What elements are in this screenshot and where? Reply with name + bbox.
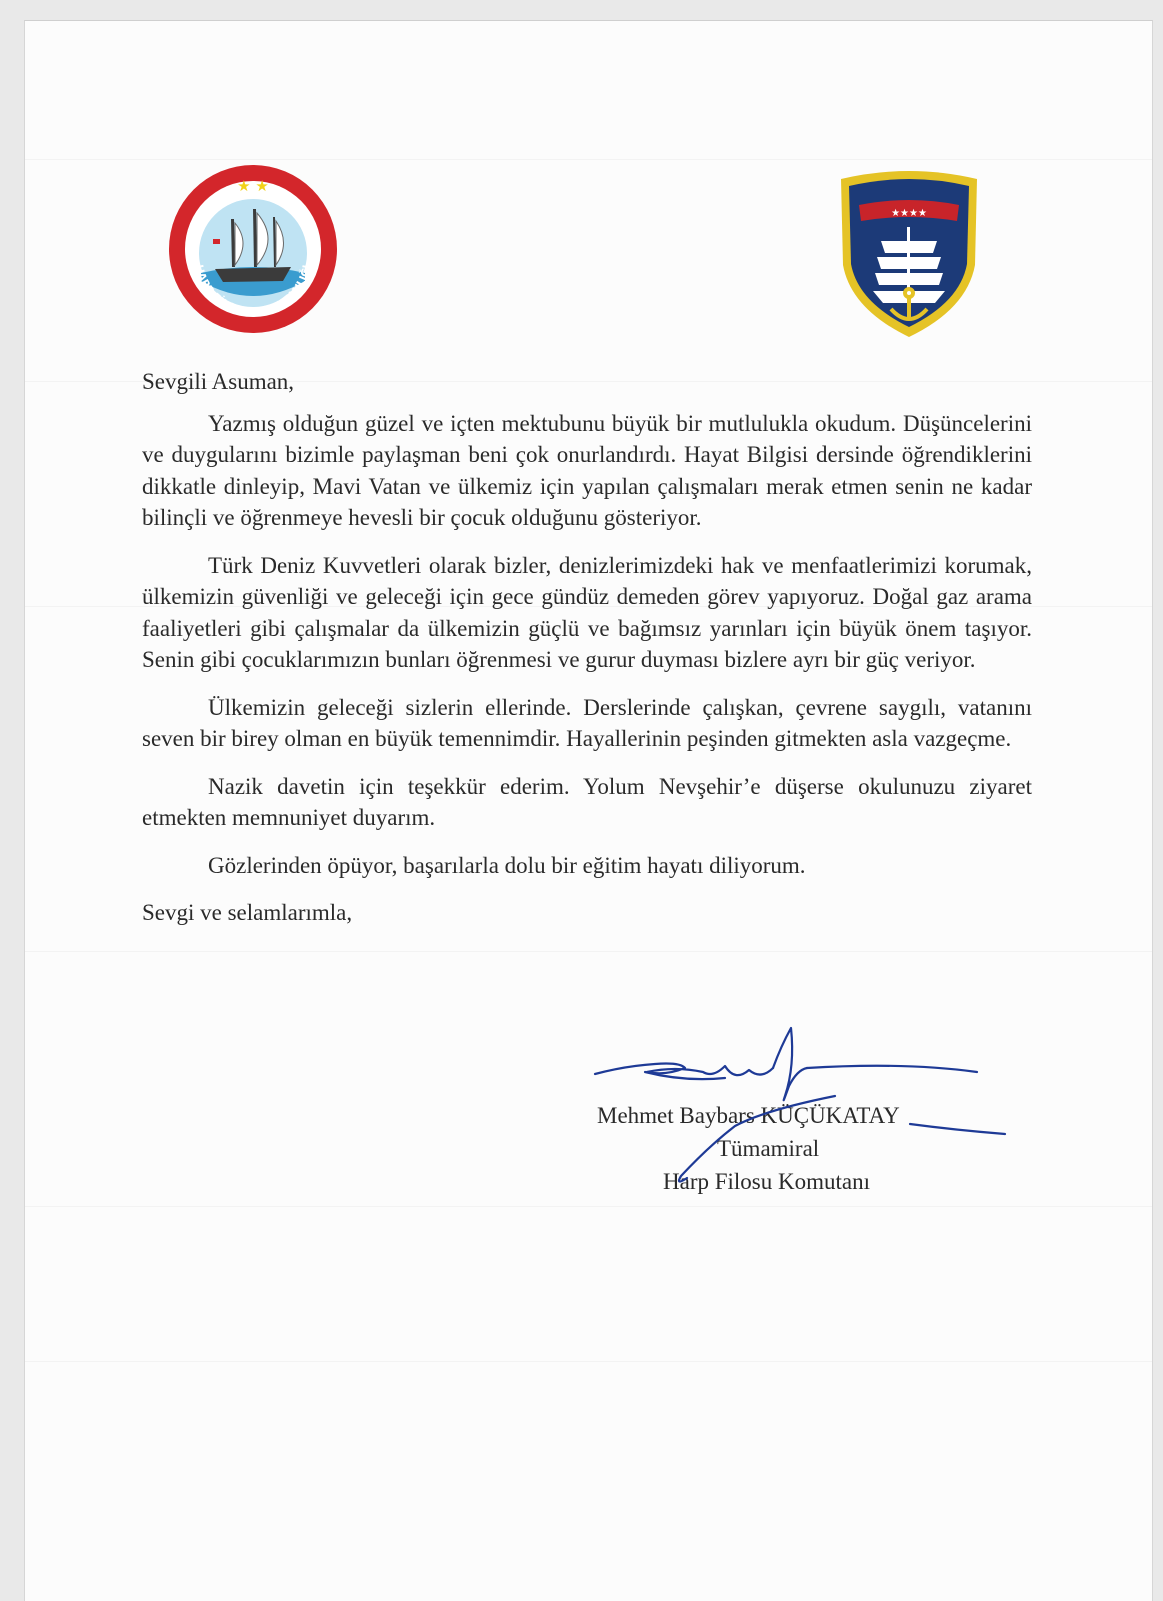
signer-rank: Tümamiral [717, 1136, 820, 1161]
fleet-command-emblem [165, 161, 341, 337]
scan-artifact [25, 1361, 1152, 1362]
paragraph-4: Nazik davetin için teşekkür ederim. Yolum Nevşehir’e düşerse okulunuzu ziyaret etmekten memnuniyet duyarım. [142, 773, 1032, 830]
paragraph-2: Türk Deniz Kuvvetleri olarak bizler, denizlerimizdeki hak ve menfaatlerimizi korumak, ülkemizin güvenliği ve geleceği için gece gündüz demeden görev yapıyoruz. Doğal gaz arama faaliyetleri gibi çalışmalar da ülkemizin güçlü ve bağımsız yarınları için büyük önem taşıyor. Senin gibi çocuklarımızın bunları öğrenmesi ve gurur duyması bizlere ayrı bir güç veriyor. [142, 552, 1032, 672]
paragraph-3: Ülkemizin geleceği sizlerin ellerinde. Derslerinde çalışkan, çevrene saygılı, vatanını seven bir birey olman en büyük temennimdir. Hayallerinin peşinden gitmekten asla vazgeçme. [142, 694, 1032, 751]
shield-stars: ★★★★ [891, 208, 927, 219]
signer-title: Harp Filosu Komutanı [663, 1169, 870, 1194]
signer-name: Mehmet Baybars KÜÇÜKATAY [597, 1103, 900, 1128]
paragraph-1: Yazmış olduğun güzel ve içten mektubunu büyük bir mutlulukla okudum. Düşüncelerini ve duygularını bizimle paylaşman beni çok onurlandırdı. Hayat Bilgisi dersinde öğrendiklerini dikkatle dinleyip, Mavi Vatan ve ülkemiz için yapılan çalışmaları merak etmen senin ne kadar bilinçli ve öğrenmeye hevesli bir çocuk olduğunu gösteriyor. [142, 410, 1032, 530]
letter-sheet [24, 20, 1153, 1601]
scan-artifact [25, 951, 1152, 952]
flag-icon [213, 239, 220, 244]
closing: Sevgi ve selamlarımla, [142, 900, 353, 925]
paragraph-5: Gözlerinden öpüyor, başarılarla dolu bir eğitim hayatı diliyorum. [208, 852, 806, 878]
scan-artifact [25, 159, 1152, 160]
salutation: Sevgili Asuman, [142, 369, 295, 394]
letter-body [142, 366, 1032, 929]
navy-shield-emblem [835, 169, 983, 341]
emblem-stars: ★ ★ [237, 177, 269, 195]
scan-artifact [25, 1206, 1152, 1207]
signature-block [597, 1099, 1017, 1198]
emblem-ring-text-path: HARP FİLOSU KOMUTANLIĞI [192, 263, 314, 319]
